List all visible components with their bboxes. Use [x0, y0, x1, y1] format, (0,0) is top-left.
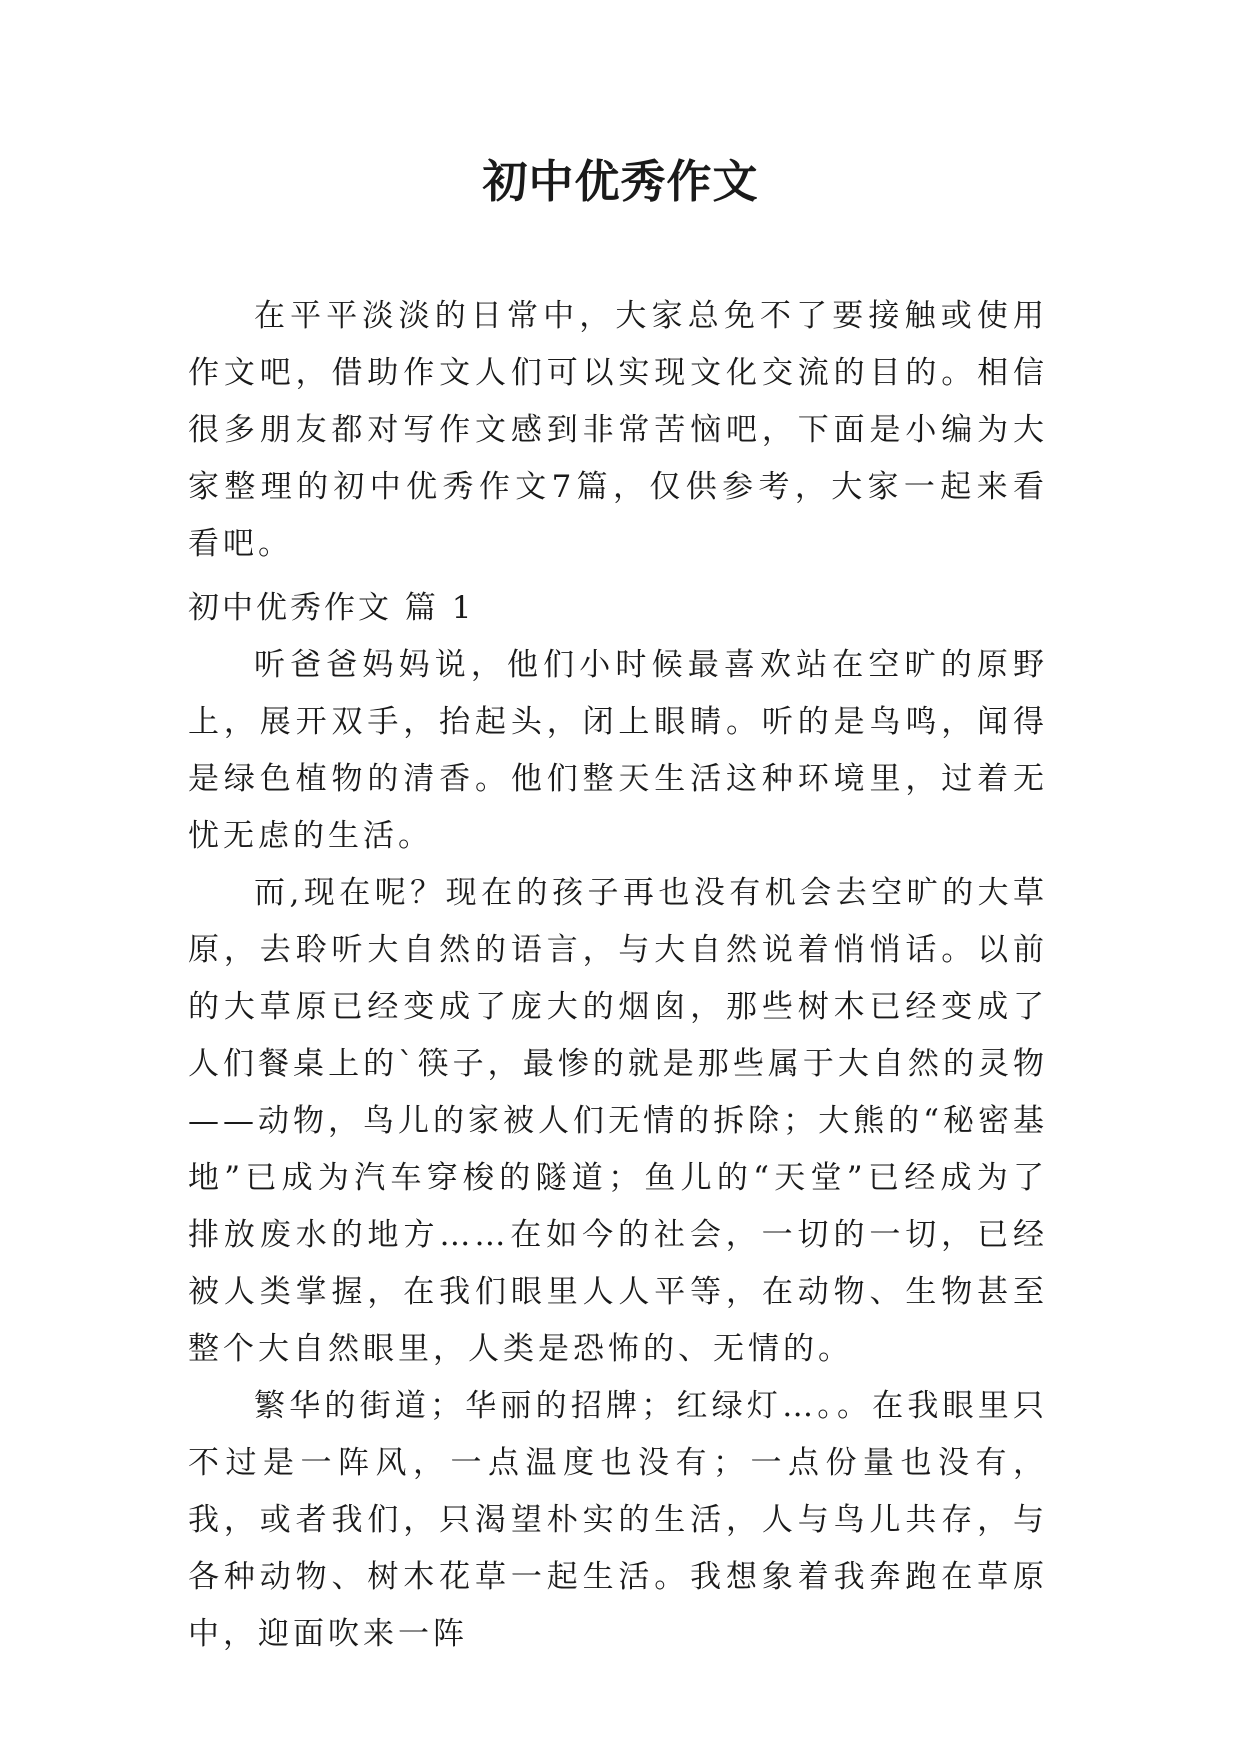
- body-paragraph-2: 而,现在呢？现在的孩子再也没有机会去空旷的大草原，去聆听大自然的语言，与大自然说着悄悄话。以前的大草原已经变成了庞大的烟囱，那些树木已经变成了人们餐桌上的`筷子，最惨的就是那些属于大自然的灵物——动物，鸟儿的家被人们无情的拆除；大熊的“秘密基地”已成为汽车穿梭的隧道；鱼儿的“天堂”已经成为了排放废水的地方……在如今的社会，一切的一切，已经被人类掌握，在我们眼里人人平等，在动物、生物甚至整个大自然眼里，人类是恐怖的、无情的。: [188, 875, 1048, 1367]
- section-heading: 初中优秀作文 篇 1: [188, 590, 475, 626]
- intro-section: [188, 288, 1048, 573]
- body-paragraph-1: 听爸爸妈妈说，他们小时候最喜欢站在空旷的原野上，展开双手，抬起头，闭上眼睛。听的是鸟鸣，闻得是绿色植物的清香。他们整天生活这种环境里，过着无忧无虑的生活。: [188, 647, 1048, 854]
- body-paragraph-3: 繁华的街道；华丽的招牌；红绿灯…。。在我眼里只不过是一阵风，一点温度也没有；一点份量也没有，我，或者我们，只渴望朴实的生活，人与鸟儿共存，与各种动物、树木花草一起生活。我想象着我奔跑在草原中，迎面吹来一阵: [188, 1388, 1048, 1652]
- document-title: 初中优秀作文: [482, 155, 759, 208]
- intro-paragraph: 在平平淡淡的日常中，大家总免不了要接触或使用作文吧，借助作文人们可以实现文化交流的目的。相信很多朋友都对写作文感到非常苦恼吧，下面是小编为大家整理的初中优秀作文7篇，仅供参考，大家一起来看看吧。: [188, 298, 1048, 562]
- section-body: [188, 637, 1048, 1663]
